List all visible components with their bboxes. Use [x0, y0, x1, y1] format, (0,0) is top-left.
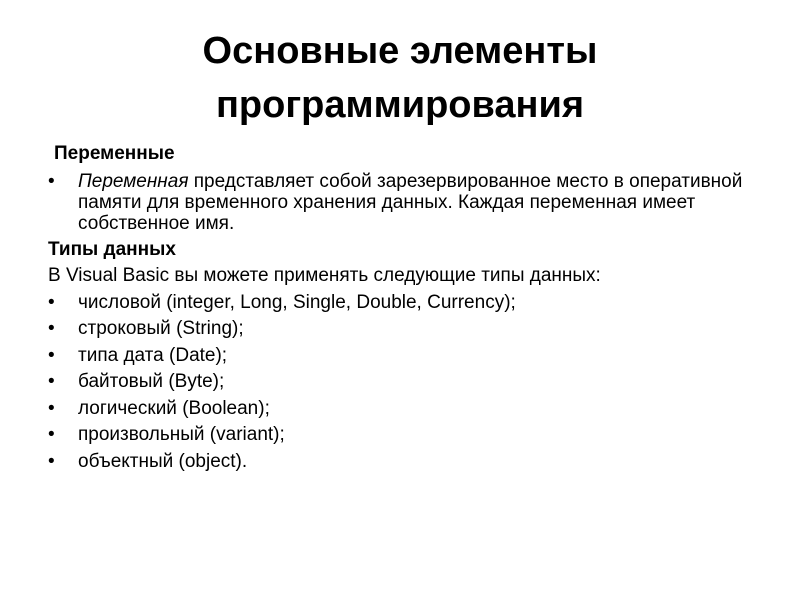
bullet-glyph: • — [48, 170, 55, 192]
variable-definition-item — [48, 168, 750, 237]
list-item — [48, 422, 768, 449]
data-type-numeric: числовой (integer, Long, Single, Double, Currency); — [78, 291, 516, 313]
data-type-date: типа дата (Date); — [78, 344, 228, 366]
variable-definition-text: представляет собой зарезервированное место в оперативной памяти для временного хранения данных. Каждая переменная имеет собственное имя. — [78, 170, 743, 234]
data-type-string: строковый (String); — [78, 318, 244, 339]
bullet-glyph: • — [48, 397, 55, 419]
list-item — [48, 316, 768, 343]
section-heading-variables: Переменные — [54, 143, 175, 164]
section-heading-data-types: Типы данных — [48, 238, 176, 260]
data-type-boolean: логический (Boolean); — [78, 397, 270, 419]
slide-title — [60, 24, 740, 132]
bullet-glyph: • — [48, 450, 55, 472]
bullet-glyph: • — [48, 424, 55, 445]
list-item — [48, 449, 768, 476]
bullet-glyph: • — [48, 318, 55, 339]
list-item — [48, 343, 768, 370]
slide-content — [48, 141, 768, 475]
list-item — [48, 290, 768, 317]
variable-term: Переменная — [78, 170, 189, 192]
bullet-glyph: • — [48, 291, 55, 313]
data-types-intro: В Visual Basic вы можете применять следующие типы данных: — [48, 265, 601, 286]
data-type-variant: произвольный (variant); — [78, 424, 285, 445]
list-item — [48, 369, 768, 396]
bullet-glyph: • — [48, 344, 55, 366]
data-type-object: объектный (object). — [78, 450, 248, 472]
list-item — [48, 396, 768, 423]
slide-title-line-2: программирования — [215, 84, 585, 126]
slide-title-line-1: Основные элементы — [202, 30, 598, 72]
data-type-byte: байтовый (Byte); — [78, 371, 225, 392]
bullet-glyph: • — [48, 371, 55, 392]
